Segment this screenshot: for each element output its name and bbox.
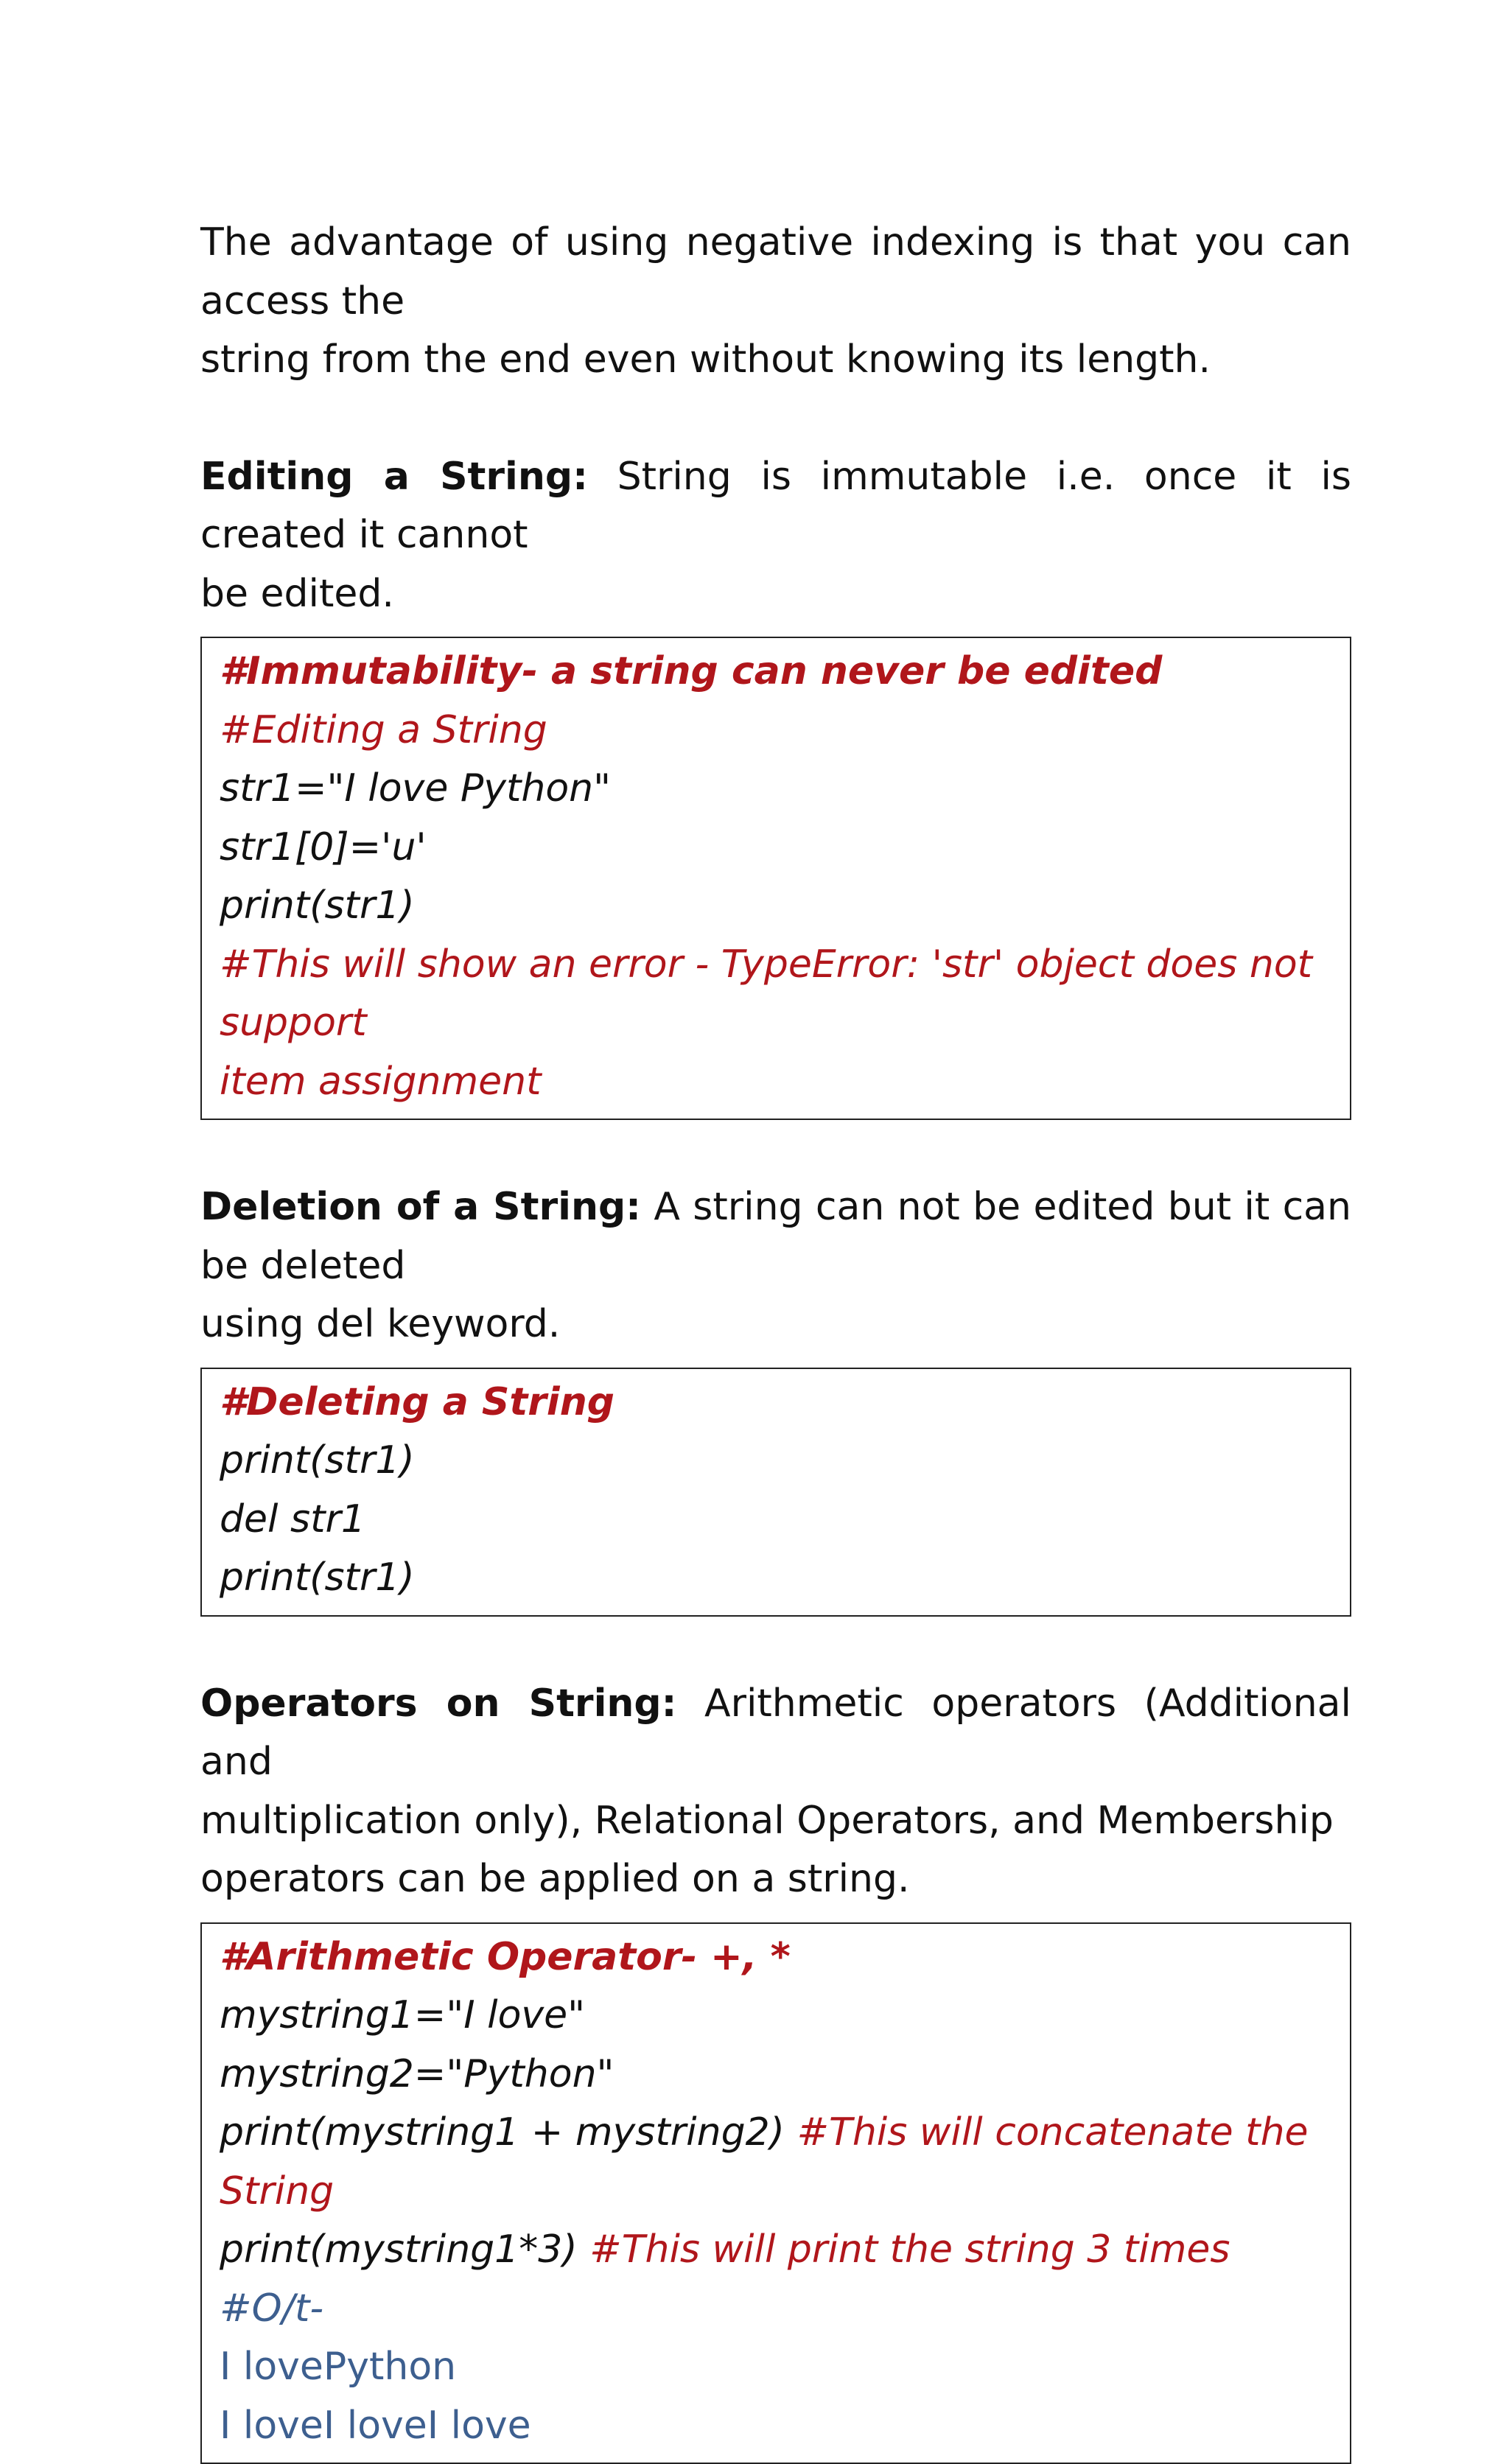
code-title: #Deleting a String bbox=[220, 1373, 1332, 1432]
code-line: del str1 bbox=[220, 1491, 1332, 1550]
deletion-paragraph bbox=[200, 1178, 1351, 1354]
deletion-code-box bbox=[200, 1368, 1351, 1617]
code-line-with-comment bbox=[220, 2104, 1332, 2221]
editing-text-line-2: be edited. bbox=[200, 572, 394, 616]
deletion-heading: Deletion of a String: bbox=[200, 1185, 641, 1229]
code-comment: #Editing a String bbox=[220, 701, 1332, 760]
intro-line-2: string from the end even without knowing its length. bbox=[200, 337, 1211, 382]
output-line: I loveI loveI love bbox=[220, 2397, 1332, 2456]
code-inline-comment: #This will print the string 3 times bbox=[589, 2227, 1230, 2272]
deletion-text-line-1: A string can not be edited but it can be deleted bbox=[200, 1185, 1351, 1288]
code-title: #Immutability- a string can never be edited bbox=[220, 643, 1332, 701]
code-line-with-comment bbox=[220, 2221, 1332, 2280]
operators-text-line-2: multiplication only), Relational Operators, and Membership bbox=[200, 1799, 1334, 1843]
operators-paragraph bbox=[200, 1675, 1351, 1909]
code-line: print(str1) bbox=[220, 1432, 1332, 1491]
code-title: #Arithmetic Operator- +, * bbox=[220, 1928, 1332, 1987]
editing-heading: Editing a String: bbox=[200, 455, 588, 499]
intro-paragraph bbox=[200, 214, 1351, 390]
code-line: str1="I love Python" bbox=[220, 760, 1332, 819]
operators-code-box bbox=[200, 1922, 1351, 2464]
operators-text-line-1: Arithmetic operators (Additional and bbox=[200, 1681, 1351, 1785]
output-label: #O/t- bbox=[220, 2280, 1332, 2339]
editing-code-box bbox=[200, 637, 1351, 1120]
editing-paragraph bbox=[200, 448, 1351, 624]
output-line: I lovePython bbox=[220, 2338, 1332, 2397]
code-line: mystring1="I love" bbox=[220, 1987, 1332, 2045]
code-line: mystring2="Python" bbox=[220, 2045, 1332, 2104]
intro-line-1: The advantage of using negative indexing is that you can access the bbox=[200, 220, 1351, 323]
code-inline-comment: #This will concatenate the String bbox=[220, 2110, 1320, 2213]
code-comment: item assignment bbox=[220, 1053, 1332, 1112]
editing-text-line-1: String is immutable i.e. once it is created it cannot bbox=[200, 455, 1351, 558]
code-line: print(str1) bbox=[220, 877, 1332, 936]
code-fragment: print(mystring1*3) bbox=[220, 2227, 589, 2272]
document-content bbox=[200, 214, 1351, 2464]
operators-heading: Operators on String: bbox=[200, 1681, 676, 1726]
code-comment: #This will show an error - TypeError: 'str' object does not support bbox=[220, 936, 1332, 1053]
code-line: str1[0]='u' bbox=[220, 819, 1332, 878]
deletion-text-line-2: using del keyword. bbox=[200, 1302, 560, 1346]
code-line: print(str1) bbox=[220, 1549, 1332, 1608]
operators-text-line-3: operators can be applied on a string. bbox=[200, 1857, 910, 1901]
code-fragment: print(mystring1 + mystring2) bbox=[220, 2110, 796, 2155]
